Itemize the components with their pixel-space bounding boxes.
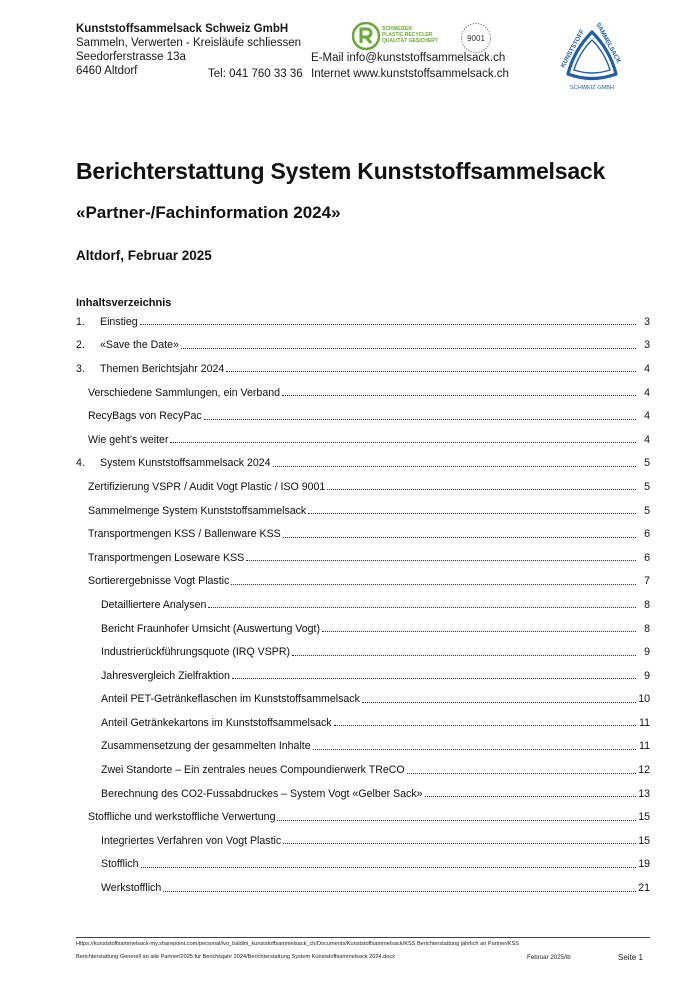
toc-entry[interactable]: Detailliertere Analysen 8	[101, 598, 650, 611]
recycler-badge-icon	[352, 22, 380, 50]
toc-entry[interactable]: Verschiedene Sammlungen, ein Verband 4	[88, 386, 650, 399]
recycler-logo-text: SCHWEIZER PLASTIC RECYCLER QUALITÄT GESICHERT	[382, 26, 438, 44]
company-phone: Tel: 041 760 33 36	[208, 68, 303, 80]
kss-logo-text-bottom: SCHWEIZ GMBH	[569, 85, 615, 91]
company-email: E-Mail info@kunststoffsammelsack.ch	[311, 52, 506, 64]
toc-entry[interactable]: Integriertes Verfahren von Vogt Plastic 15	[101, 834, 650, 847]
footer-page-number: Seite 1	[618, 953, 643, 962]
toc-entry[interactable]: Stoffliche und werkstoffliche Verwertung 15	[88, 811, 650, 824]
kunststoffsammelsack-logo	[552, 14, 632, 92]
iso-logo-text: 9001	[467, 34, 485, 43]
company-tagline: Sammeln, Verwerten - Kreisläufe schliessen	[76, 37, 301, 49]
toc-entry[interactable]: Anteil Getränkekartons im Kunststoffsammelsack 11	[101, 716, 650, 729]
company-name: Kunststoffsammelsack Schweiz GmbH	[76, 23, 289, 35]
document-title: Berichterstattung System Kunststoffsammelsack	[76, 158, 606, 184]
company-street: Seedorferstrasse 13a	[76, 51, 186, 63]
toc-entry[interactable]: Zertifizierung VSPR / Audit Vogt Plastic / ISO 9001 5	[88, 480, 650, 493]
company-internet: Internet www.kunststoffsammelsack.ch	[311, 68, 509, 80]
toc-entry[interactable]: 3. Themen Berichtsjahr 2024 4	[76, 362, 650, 375]
toc-entry[interactable]: Jahresvergleich Zielfraktion 9	[101, 669, 650, 682]
toc-entry[interactable]: Zwei Standorte – Ein zentrales neues Compoundierwerk TReCO 12	[101, 764, 650, 777]
toc-entry[interactable]: Transportmengen KSS / Ballenware KSS 6	[88, 528, 650, 541]
toc-entry[interactable]: 2. «Save the Date» 3	[76, 339, 650, 352]
toc-entry[interactable]: Anteil PET-Getränkeflaschen im Kunststoffsammelsack 10	[101, 693, 650, 706]
toc-entry[interactable]: Bericht Fraunhofer Umsicht (Auswertung Vogt) 8	[101, 622, 650, 635]
company-city: 6460 Altdorf	[76, 65, 138, 77]
table-of-contents	[76, 310, 650, 900]
footer-date: Februar 2025/ib	[527, 954, 571, 961]
toc-entry[interactable]: Sammelmenge System Kunststoffsammelsack 5	[88, 504, 650, 517]
toc-entry[interactable]: 1. Einstieg 3	[76, 315, 650, 328]
toc-entry[interactable]: Wie geht’s weiter 4	[88, 433, 650, 446]
kss-logo-text-right: SAMMELSACK	[594, 21, 623, 65]
toc-entry[interactable]: 4. System Kunststoffsammelsack 2024 5	[76, 457, 650, 470]
kss-logo-text-left: KUNSTSTOFF	[559, 28, 587, 69]
toc-entry[interactable]: RecyBags von RecyPac 4	[88, 410, 650, 423]
toc-entry[interactable]: Berechnung des CO2-Fussabdruckes – System Vogt «Gelber Sack» 13	[101, 787, 650, 800]
iso-9001-logo	[460, 22, 492, 54]
toc-entry[interactable]: Zusammensetzung der gesammelten Inhalte 11	[101, 740, 650, 753]
toc-heading: Inhaltsverzeichnis	[76, 297, 172, 309]
place-date: Altdorf, Februar 2025	[76, 248, 212, 263]
toc-entry[interactable]: Transportmengen Loseware KSS 6	[88, 551, 650, 564]
plastic-recycler-logo	[352, 22, 452, 52]
document-subtitle: «Partner-/Fachinformation 2024»	[76, 203, 341, 222]
toc-entry[interactable]: Stofflich 19	[101, 858, 650, 871]
footer-divider	[76, 937, 650, 938]
footer-file-path-continued: Berichterstattung Generell an alle Partner/2025 für Berichtsjahr 2024/Berichterstattung System Kunststoffsammelsack 2024.docx	[76, 954, 395, 960]
toc-entry[interactable]: Werkstofflich 21	[101, 882, 650, 895]
toc-entry[interactable]: Sortierergebnisse Vogt Plastic 7	[88, 575, 650, 588]
toc-entry[interactable]: Industrierückführungsquote (IRQ VSPR) 9	[101, 646, 650, 659]
footer-file-path: Https://kunststoffsammelsack-my.sharepoint.com/personal/ivo_baldini_kunststoffsammelsack_ch/Documents/Kunststoffsammelsack/KSS Berichterstattung jährlich an Partner/KSS	[76, 941, 519, 947]
